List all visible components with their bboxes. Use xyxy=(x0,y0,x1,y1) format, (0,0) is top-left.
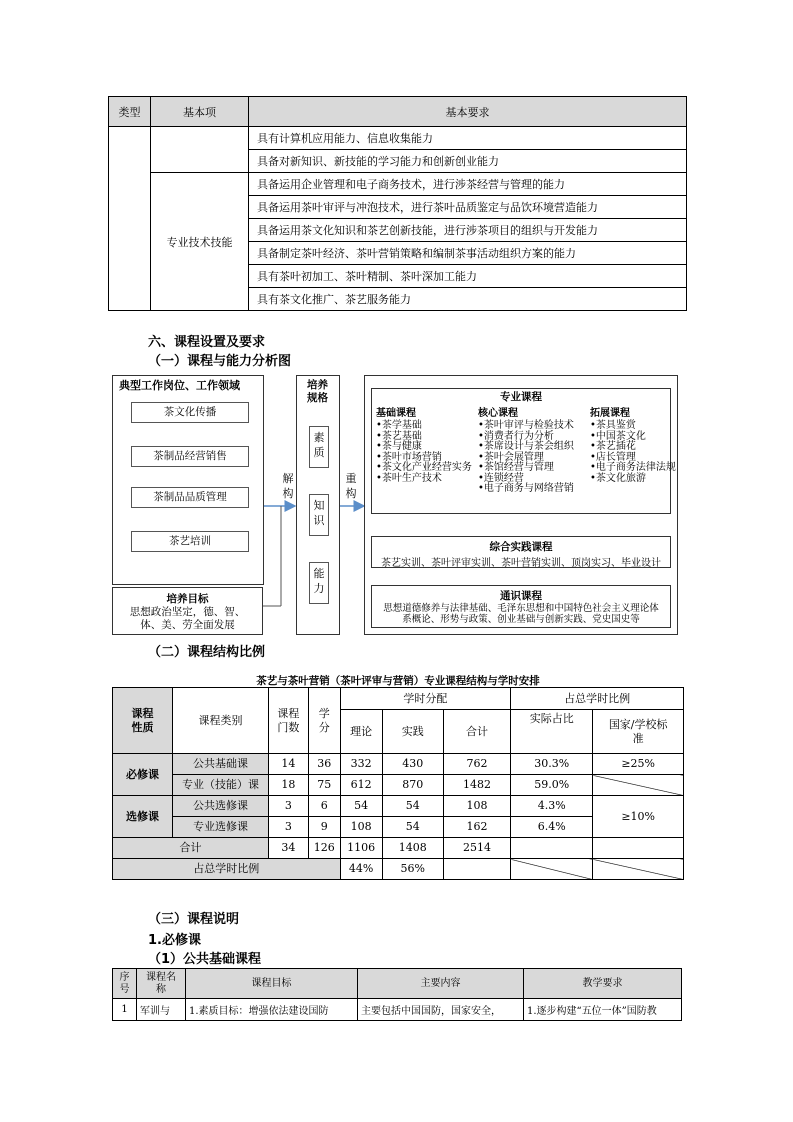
elective-course-label: 选修课 xyxy=(113,796,173,838)
basic-course-item: •茶艺基础 xyxy=(376,430,422,442)
row-credit: 9 xyxy=(308,817,340,838)
practice-courses-text: 茶艺实训、茶叶评审实训、茶叶营销实训、顶岗实习、毕业设计 xyxy=(381,558,661,569)
requirement-cell: 具备运用茶文化知识和茶艺创新技能，进行涉茶项目的组织与开发能力 xyxy=(249,219,687,242)
row-standard: ≥25% xyxy=(593,754,684,775)
public-basic-courses-heading: （1）公共基础课程 xyxy=(148,952,262,967)
requirement-cell: 具备对新知识、新技能的学习能力和创新创业能力 xyxy=(249,150,687,173)
course-name: 军训与 xyxy=(137,999,186,1021)
row-total: 108 xyxy=(443,796,510,817)
basic-courses-title: 基础课程 xyxy=(376,408,416,419)
row-count: 3 xyxy=(268,796,308,817)
job-areas-box xyxy=(112,375,264,585)
spec-knowledge: 知 识 xyxy=(309,494,329,536)
row-count: 3 xyxy=(268,817,308,838)
col-header-type: 类型 xyxy=(109,97,151,127)
row-standard: ≥10% xyxy=(593,796,684,838)
header-actual-ratio: 实际占比 xyxy=(511,710,593,754)
row-theory: 332 xyxy=(340,754,382,775)
header-course-category: 课程类别 xyxy=(173,688,269,754)
general-courses-title: 通识课程 xyxy=(500,590,542,602)
job-areas-title: 典型工作岗位、工作领域 xyxy=(119,379,240,392)
row-name: 公共基础课 xyxy=(173,754,269,775)
row-name: 公共选修课 xyxy=(173,796,269,817)
basic-course-item: •茶学基础 xyxy=(376,420,422,431)
spec-ability: 能 力 xyxy=(309,562,329,604)
job-item: 茶艺培训 xyxy=(131,531,249,552)
extension-course-item: •茶具鉴赏 xyxy=(590,420,636,431)
row-practice: 54 xyxy=(382,796,443,817)
requirement-cell: 具备运用企业管理和电子商务技术，进行涉茶经营与管理的能力 xyxy=(249,173,687,196)
extension-courses-title: 拓展课程 xyxy=(590,408,630,419)
ratio-standard-empty xyxy=(593,859,684,880)
header-credits: 学 分 xyxy=(308,688,340,754)
sum-theory: 1106 xyxy=(340,838,382,859)
sum-label: 合计 xyxy=(113,838,269,859)
job-item: 茶制品品质管理 xyxy=(131,487,249,508)
basic-course-list xyxy=(376,421,472,484)
row-actual: 59.0% xyxy=(511,775,593,796)
training-goal-box xyxy=(112,587,263,635)
course-detail-table xyxy=(112,968,682,1021)
basic-course-item: •茶叶市场营销 xyxy=(376,451,442,463)
general-courses-box xyxy=(371,585,671,628)
subsection-title-structure: （二）课程结构比例 xyxy=(148,645,266,660)
col-header-basic-item: 基本项 xyxy=(151,97,249,127)
core-course-item: •消费者行为分析 xyxy=(478,430,554,442)
training-spec-box xyxy=(296,375,340,635)
training-goal-title: 培养目标 xyxy=(166,593,209,605)
header-hours-allocation: 学时分配 xyxy=(340,688,511,710)
extension-course-item: •中国茶文化 xyxy=(590,430,646,442)
col-header-main-content: 主要内容 xyxy=(358,969,524,999)
course-goal: 1.素质目标：增强依法建设国防 xyxy=(186,999,358,1021)
row-practice: 870 xyxy=(382,775,443,796)
row-name: 专业选修课 xyxy=(173,817,269,838)
row-credit: 36 xyxy=(308,754,340,775)
col-header-teaching-requirement: 教学要求 xyxy=(524,969,682,999)
course-structure-table xyxy=(112,687,684,880)
section-title: 六、课程设置及要求 xyxy=(148,335,266,350)
ratio-practice: 56% xyxy=(382,859,443,880)
row-total: 762 xyxy=(443,754,510,775)
col-header-index: 序 号 xyxy=(113,969,137,999)
subsection-title-description: （三）课程说明 xyxy=(148,912,240,927)
subsection-title-diagram: （一）课程与能力分析图 xyxy=(148,354,292,369)
extension-course-list xyxy=(590,421,676,484)
row-practice: 430 xyxy=(382,754,443,775)
training-spec-title: 培养 规格 xyxy=(307,379,328,405)
col-header-basic-requirement: 基本要求 xyxy=(249,97,687,127)
structure-table-caption: 茶艺与茶叶营销（茶叶评审与营销）专业课程结构与学时安排 xyxy=(256,675,540,687)
spec-quality: 素 质 xyxy=(309,426,329,468)
item-cell-professional-skills: 专业技术技能 xyxy=(151,173,249,311)
header-total: 合计 xyxy=(443,710,510,754)
core-courses-title: 核心课程 xyxy=(478,408,518,419)
row-practice: 54 xyxy=(382,817,443,838)
ratio-theory: 44% xyxy=(340,859,382,880)
col-header-course-name: 课程名 称 xyxy=(137,969,186,999)
training-goal-line: 思想政治坚定，德、智、 xyxy=(129,606,246,618)
ratio-actual-empty xyxy=(511,859,593,880)
core-course-item: •茶馆经营与管理 xyxy=(478,462,554,473)
requirement-cell: 具备制定茶叶经济、茶叶营销策略和编制茶事活动组织方案的能力 xyxy=(249,242,687,265)
course-system-box xyxy=(364,375,678,635)
sum-standard-empty xyxy=(593,838,684,859)
row-credit: 6 xyxy=(308,796,340,817)
row-theory: 612 xyxy=(340,775,382,796)
core-course-list xyxy=(478,421,574,495)
header-practice: 实践 xyxy=(382,710,443,754)
sum-actual-empty xyxy=(511,838,593,859)
requirement-cell: 具备运用茶叶审评与冲泡技术，进行茶叶品质鉴定与品饮环境营造能力 xyxy=(249,196,687,219)
row-standard-empty xyxy=(593,775,684,796)
header-course-nature: 课程 性质 xyxy=(113,688,173,754)
practice-courses-box xyxy=(371,536,671,568)
row-credit: 75 xyxy=(308,775,340,796)
header-theory: 理论 xyxy=(340,710,382,754)
course-requirement: 1.逐步构建“五位一体”国防教 xyxy=(524,999,682,1021)
row-count: 14 xyxy=(268,754,308,775)
decompose-label: 解 构 xyxy=(282,472,294,500)
required-courses-heading: 1.必修课 xyxy=(148,933,201,948)
basic-course-item: •茶与健康 xyxy=(376,441,422,452)
row-theory: 108 xyxy=(340,817,382,838)
job-item: 茶制品经营销售 xyxy=(131,446,249,467)
row-total: 1482 xyxy=(443,775,510,796)
professional-courses-title: 专业课程 xyxy=(500,391,542,403)
course-content: 主要包括中国国防，国家安全， xyxy=(358,999,524,1021)
extension-course-item: •茶艺插花 xyxy=(590,441,636,452)
sum-practice: 1408 xyxy=(382,838,443,859)
ratio-label: 占总学时比例 xyxy=(113,859,341,880)
basic-course-item: •茶文化产业经营实务 xyxy=(376,462,472,473)
extension-course-item: •店长管理 xyxy=(590,451,636,463)
header-course-count: 课程 门数 xyxy=(268,688,308,754)
header-hours-ratio: 占总学时比例 xyxy=(511,688,684,710)
sum-count: 34 xyxy=(268,838,308,859)
header-standard: 国家/学校标 准 xyxy=(593,710,684,754)
sum-credit: 126 xyxy=(308,838,340,859)
row-actual: 4.3% xyxy=(511,796,593,817)
general-courses-text: 思想道德修养与法律基础、毛泽东思想和中国特色社会主义理论体 xyxy=(383,603,659,614)
rebuild-label: 重 构 xyxy=(345,472,357,500)
requirement-cell: 具有茶文化推广、茶艺服务能力 xyxy=(249,288,687,311)
core-course-item: •茶叶会展管理 xyxy=(478,451,544,463)
row-actual: 6.4% xyxy=(511,817,593,838)
sum-total: 2514 xyxy=(443,838,510,859)
general-courses-text: 系概论、形势与政策、创业基础与创新实践、党史国史等 xyxy=(402,614,640,626)
col-header-course-goal: 课程目标 xyxy=(186,969,358,999)
extension-course-item: •电子商务法律法规 xyxy=(590,462,676,473)
job-item: 茶文化传播 xyxy=(131,402,249,423)
training-goal-line: 体、美、劳全面发展 xyxy=(140,619,235,632)
row-theory: 54 xyxy=(340,796,382,817)
core-course-item: •连锁经营 xyxy=(478,472,524,484)
professional-courses-box xyxy=(371,388,676,514)
row-name: 专业（技能）课 xyxy=(173,775,269,796)
extension-course-item: •茶文化旅游 xyxy=(590,472,646,484)
core-course-item: •茶叶审评与检验技术 xyxy=(478,420,574,431)
practice-courses-title: 综合实践课程 xyxy=(489,541,553,553)
required-course-label: 必修课 xyxy=(113,754,173,796)
row-total: 162 xyxy=(443,817,510,838)
requirement-cell: 具有茶叶初加工、茶叶精制、茶叶深加工能力 xyxy=(249,265,687,288)
course-index: 1 xyxy=(113,999,137,1021)
core-course-item: •茶席设计与茶会组织 xyxy=(478,441,574,452)
row-count: 18 xyxy=(268,775,308,796)
row-actual: 30.3% xyxy=(511,754,593,775)
requirement-cell: 具有计算机应用能力、信息收集能力 xyxy=(249,127,687,150)
ratio-total-empty xyxy=(443,859,510,880)
basic-course-item: •茶叶生产技术 xyxy=(376,472,442,484)
core-course-item: •电子商务与网络营销 xyxy=(478,483,574,494)
